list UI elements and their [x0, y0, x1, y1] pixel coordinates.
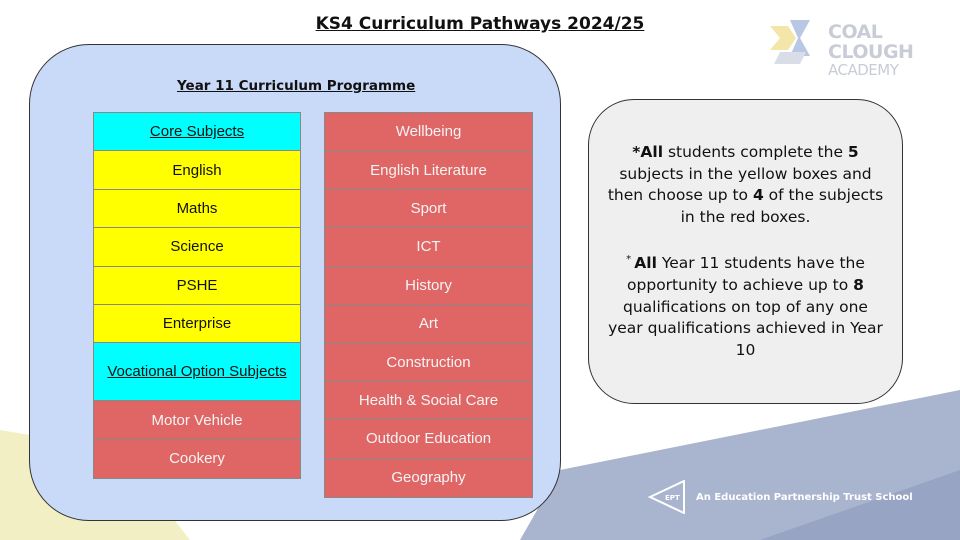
option-sport: Sport — [325, 190, 532, 228]
subject-pshe: PSHE — [94, 267, 300, 305]
option-outdoor-education: Outdoor Education — [325, 420, 532, 458]
ept-mark-text: EPT — [665, 494, 680, 502]
academy-logo-icon — [766, 18, 824, 68]
option-ict: ICT — [325, 228, 532, 266]
subject-enterprise: Enterprise — [94, 305, 300, 343]
vocational-subjects-heading: Vocational Option Subjects — [94, 343, 300, 401]
option-art: Art — [325, 305, 532, 343]
core-subjects-heading: Core Subjects — [94, 113, 300, 151]
slide-title: KS4 Curriculum Pathways 2024/25 — [315, 14, 645, 34]
subject-maths: Maths — [94, 190, 300, 228]
info-paragraph-1: *All students complete the 5 subjects in the yellow boxes and then choose up to 4 of the subjects in the red boxes. — [607, 143, 884, 226]
option-construction: Construction — [325, 343, 532, 381]
coal-clough-logo — [766, 14, 952, 79]
logo-line-2: ACADEMY — [828, 61, 899, 79]
info-paragraph-2: * All Year 11 students have the opportunity to achieve up to 8 qualifications on top of any one year qualifications achieved in Year 10 — [608, 254, 883, 359]
core-and-vocational-column — [93, 112, 301, 479]
option-geography: Geography — [325, 459, 532, 497]
option-health-social-care: Health & Social Care — [325, 382, 532, 420]
subject-english: English — [94, 151, 300, 189]
ept-label: An Education Partnership Trust School — [696, 491, 913, 503]
logo-line-1: COAL CLOUGH — [828, 21, 914, 63]
subject-science: Science — [94, 228, 300, 266]
option-history: History — [325, 267, 532, 305]
curriculum-programme-panel — [29, 44, 561, 521]
ept-logo-icon — [648, 480, 688, 514]
option-subjects-column — [324, 112, 533, 498]
subject-motor-vehicle: Motor Vehicle — [94, 401, 300, 439]
subject-cookery: Cookery — [94, 440, 300, 478]
ept-footer — [648, 480, 913, 514]
info-panel — [588, 99, 903, 404]
option-english-literature: English Literature — [325, 151, 532, 189]
programme-title: Year 11 Curriculum Programme — [177, 78, 416, 94]
option-wellbeing: Wellbeing — [325, 113, 532, 151]
